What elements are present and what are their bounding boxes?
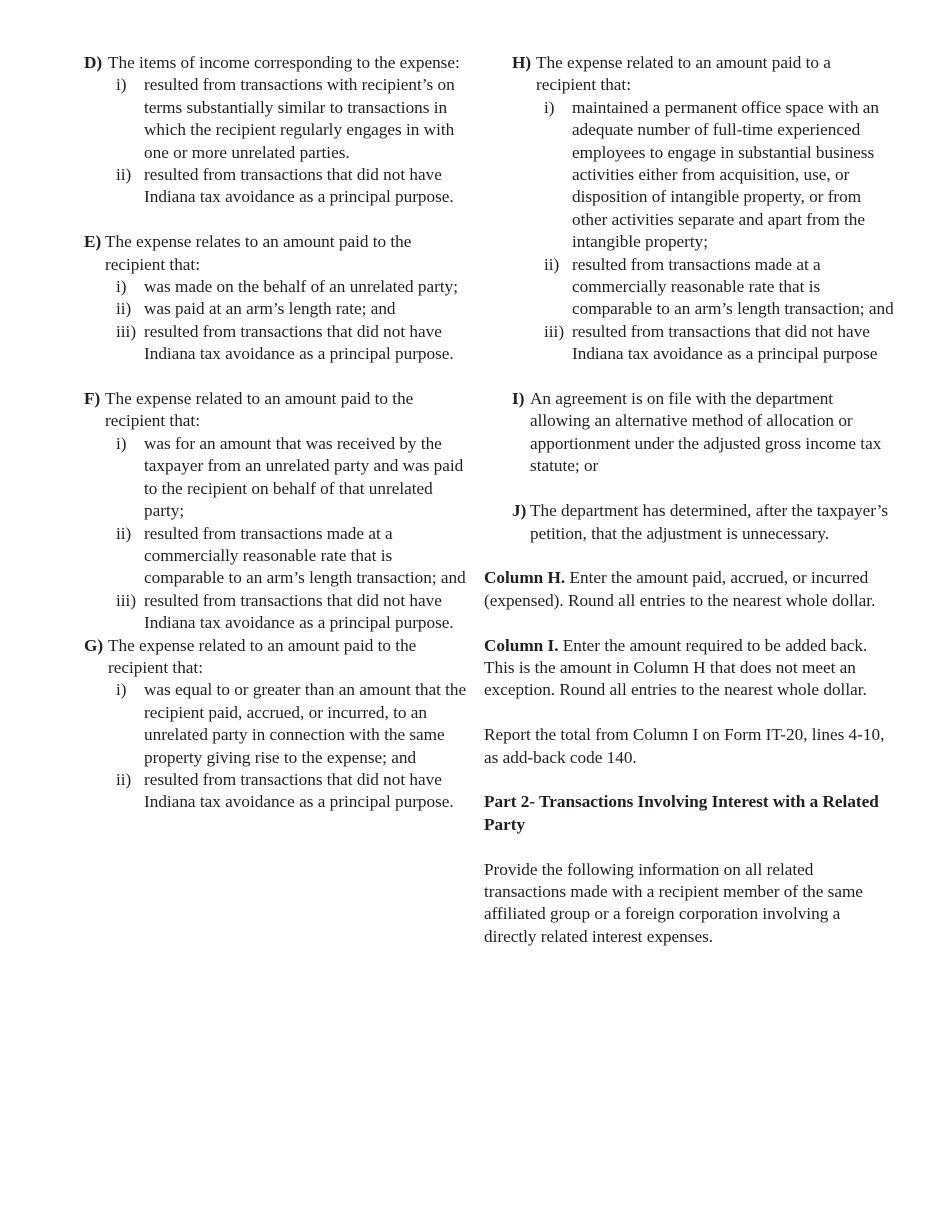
- subitem: [116, 74, 474, 164]
- item-f-subitems: [116, 433, 474, 635]
- column-i-text: Enter the amount required to be added back. This is the amount in Column H that does not meet an exception. Round all entries to the nearest whole dollar.: [484, 635, 868, 700]
- right-column: [484, 52, 894, 948]
- subitem-text: resulted from transactions that did not have Indiana tax avoidance as a principal purpose.: [144, 165, 454, 207]
- item-e: [84, 231, 474, 276]
- item-d: [84, 52, 474, 74]
- subitem-text: resulted from transactions made at a commercially reasonable rate that is comparable to an arm’s length transaction; and: [572, 254, 894, 319]
- item-label: G): [84, 635, 104, 655]
- part2-heading-text: Part 2- Transactions Involving Interest with a Related Party: [484, 792, 879, 834]
- subitem: [116, 523, 474, 590]
- item-text: An agreement is on file with the department allowing an alternative method of allocation or apportionment under the adjusted gross income tax statute; or: [530, 389, 882, 476]
- item-text: The expense relates to an amount paid to the recipient that:: [105, 232, 412, 274]
- subitem-text: resulted from transactions that did not have Indiana tax avoidance as a principal purpose.: [144, 769, 454, 812]
- item-text: The expense related to an amount paid to the recipient that:: [105, 389, 414, 431]
- item-label: E): [84, 232, 102, 252]
- report-instruction: Report the total from Column I on Form IT-20, lines 4-10, as add-back code 140.: [484, 725, 885, 767]
- subitem-text: resulted from transactions with recipient’s on terms substantially similar to transactions in which the recipient regularly engages in with one or more unrelated parties.: [144, 75, 455, 162]
- left-column: [84, 52, 474, 814]
- item-label: D): [84, 53, 103, 72]
- subitem: [116, 590, 474, 635]
- subitem-text: maintained a permanent office space with an adequate number of full-time experienced employees to engage in substantial business activities either from acquisition, use, or disposition of intangible property, or from other activities separate and apart from the intangible property;: [572, 97, 880, 252]
- subitem: [544, 254, 894, 321]
- subitem-text: resulted from transactions made at a commercially reasonable rate that is comparable to an arm’s length transaction; and: [144, 523, 466, 588]
- column-h-instructions: [484, 567, 894, 612]
- roman-numeral: ii): [116, 165, 132, 185]
- item-f: [84, 388, 474, 433]
- item-h: [512, 52, 894, 97]
- subitem-text: resulted from transactions that did not have Indiana tax avoidance as a principal purpose.: [144, 321, 454, 364]
- subitem-text: was paid at an arm’s length rate; and: [144, 299, 396, 319]
- subitem: [544, 97, 894, 254]
- roman-numeral: iii): [116, 321, 137, 341]
- subitem: [116, 433, 474, 523]
- item-e-subitems: [116, 276, 474, 366]
- item-h-subitems: [544, 97, 894, 366]
- item-label: F): [84, 389, 101, 409]
- item-j: [512, 500, 894, 545]
- item-d-subitems: [116, 74, 474, 208]
- item-text: The expense related to an amount paid to a recipient that:: [536, 53, 831, 95]
- roman-numeral: ii): [116, 299, 132, 319]
- roman-numeral: ii): [544, 254, 560, 274]
- subitem-text: resulted from transactions that did not have Indiana tax avoidance as a principal purpose: [572, 321, 878, 364]
- roman-numeral: i): [116, 680, 127, 700]
- subitem-text: was for an amount that was received by the taxpayer from an unrelated party and was paid to the recipient on behalf of that unrelated party;: [144, 433, 464, 521]
- column-i-heading: Column I.: [484, 635, 559, 655]
- subitem: [544, 321, 894, 366]
- roman-numeral: i): [116, 433, 127, 453]
- part2-heading: [484, 791, 894, 836]
- subitem: [116, 679, 474, 769]
- subitem: [116, 321, 474, 366]
- subitem: [116, 769, 474, 814]
- item-label: J): [512, 501, 527, 521]
- item-text: The department has determined, after the taxpayer’s petition, that the adjustment is unnecessary.: [530, 501, 889, 543]
- column-h-heading: Column H.: [484, 568, 566, 588]
- roman-numeral: iii): [544, 321, 565, 341]
- subitem: [116, 164, 474, 209]
- subitem-text: resulted from transactions that did not have Indiana tax avoidance as a principal purpose.: [144, 590, 454, 633]
- roman-numeral: i): [116, 277, 127, 297]
- subitem-text: was equal to or greater than an amount that the recipient paid, accrued, or incurred, to an unrelated party in connection with the same property giving rise to the expense; and: [144, 680, 467, 767]
- item-g: [84, 635, 474, 680]
- subitem-text: was made on the behalf of an unrelated party;: [144, 277, 459, 297]
- roman-numeral: iii): [116, 590, 137, 610]
- subitem: [116, 276, 474, 298]
- item-label: I): [512, 389, 525, 409]
- item-text: The expense related to an amount paid to the recipient that:: [108, 635, 417, 677]
- item-g-subitems: [116, 679, 474, 813]
- item-text: The items of income corresponding to the expense:: [108, 53, 460, 72]
- roman-numeral: i): [116, 75, 127, 95]
- roman-numeral: ii): [116, 769, 132, 789]
- roman-numeral: i): [544, 97, 555, 117]
- roman-numeral: ii): [116, 523, 132, 543]
- item-label: H): [512, 53, 532, 72]
- column-h-text: Enter the amount paid, accrued, or incurred (expensed). Round all entries to the nearest whole dollar.: [484, 568, 876, 610]
- subitem: [116, 298, 474, 320]
- item-i: [512, 388, 894, 478]
- part2-text: Provide the following information on all related transactions made with a recipient member of the same affiliated group or a foreign corporation involving a directly related interest expenses.: [484, 859, 863, 946]
- column-i-instructions: [484, 635, 894, 702]
